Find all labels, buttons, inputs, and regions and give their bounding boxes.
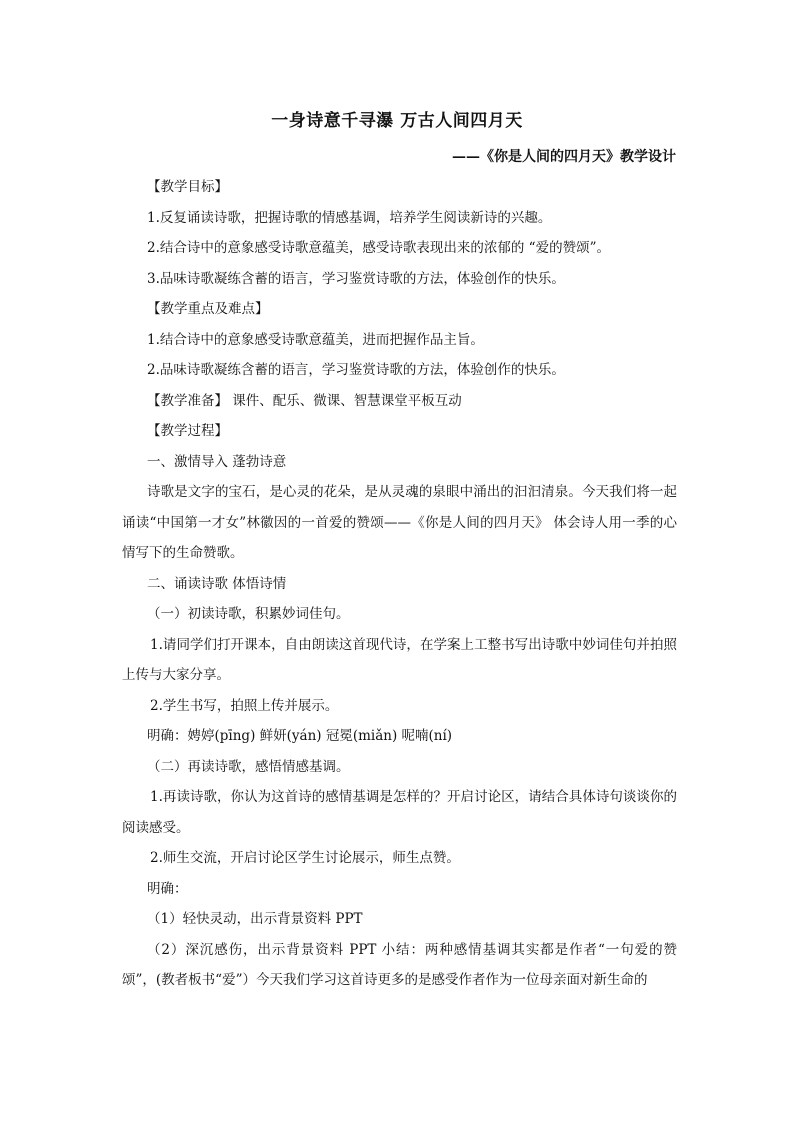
sub1-heading: （一）初读诗歌，积累妙词佳句。 bbox=[147, 606, 350, 622]
section-heading-process: 【教学过程】 bbox=[147, 423, 228, 439]
section-preparation: 【教学准备】 课件、配乐、微课、智慧课堂平板互动 bbox=[147, 392, 462, 409]
key-point-item: 1.结合诗中的意象感受诗歌意蕴美，进而把握作品主旨。 bbox=[147, 331, 484, 348]
goal-item: 1.反复诵读诗歌，把握诗歌的情感基调，培养学生阅读新诗的兴趣。 bbox=[147, 209, 552, 226]
sub2-item-2: 2.师生交流，开启讨论区学生讨论展示，师生点赞。 bbox=[150, 850, 460, 866]
sub2-item-1: 1.再读诗歌，你认为这首诗的感情基调是怎样的？开启讨论区，请结合具体诗句谈谈你的 阅读感受。 bbox=[122, 789, 677, 836]
key-point-item: 2.品味诗歌凝练含蓄的语言，学习鉴赏诗歌的方法，体验创作的快乐。 bbox=[147, 362, 565, 378]
section-heading-goals: 【教学目标】 bbox=[147, 179, 228, 195]
section-heading-key-points: 【教学重点及难点】 bbox=[147, 301, 269, 317]
sub1-note: 明确：娉婷(pīng) 鲜妍(yán) 冠冕(miǎn) 呢喃(ní) bbox=[147, 728, 453, 744]
document-subtitle: ——《你是人间的四月天》教学设计 bbox=[452, 149, 676, 165]
sub2-note-label: 明确： bbox=[147, 880, 188, 897]
goal-item: 3.品味诗歌凝练含蓄的语言，学习鉴赏诗歌的方法，体验创作的快乐。 bbox=[147, 270, 565, 287]
part1-paragraph: 诗歌是文字的宝石，是心灵的花朵，是从灵魂的泉眼中涌出的汩汩清泉。今天我们将一起诵读“中国第一才女”林徽因的一首爱的赞颂——《你是人间的四月天》 体会诗人用一季的心情写下的生命赞歌。 bbox=[122, 484, 677, 561]
sub2-note-1: （1）轻快灵动，出示背景资料 PPT bbox=[147, 911, 363, 927]
sub1-item-2: 2.学生书写，拍照上传并展示。 bbox=[150, 697, 339, 714]
sub2-heading: （二）再读诗歌，感悟情感基调。 bbox=[147, 758, 350, 775]
goal-item: 2.结合诗中的意象感受诗歌意蕴美，感受诗歌表现出来的浓郁的 “爱的赞颂”。 bbox=[147, 240, 610, 256]
document-body bbox=[122, 172, 677, 996]
part1-heading: 一、激情导入 蓬勃诗意 bbox=[147, 453, 287, 470]
sub2-note-2: （2）深沉感伤，出示背景资料 PPT 小结：两种感情基调其实都是作者“一句爱的赞颂”，(教者板书“爱”）今天我们学习这首诗更多的是感受作者作为一位母亲面对新生命的 bbox=[122, 941, 677, 988]
sub1-item-1: 1.请同学们打开课本，自由朗读这首现代诗，在学案上工整书写出诗歌中妙词佳句并拍照上传与大家分享。 bbox=[122, 636, 677, 683]
document-title: 一身诗意千寻瀑 万古人间四月天 bbox=[271, 111, 523, 131]
part2-heading: 二、诵读诗歌 体悟诗情 bbox=[147, 575, 287, 592]
